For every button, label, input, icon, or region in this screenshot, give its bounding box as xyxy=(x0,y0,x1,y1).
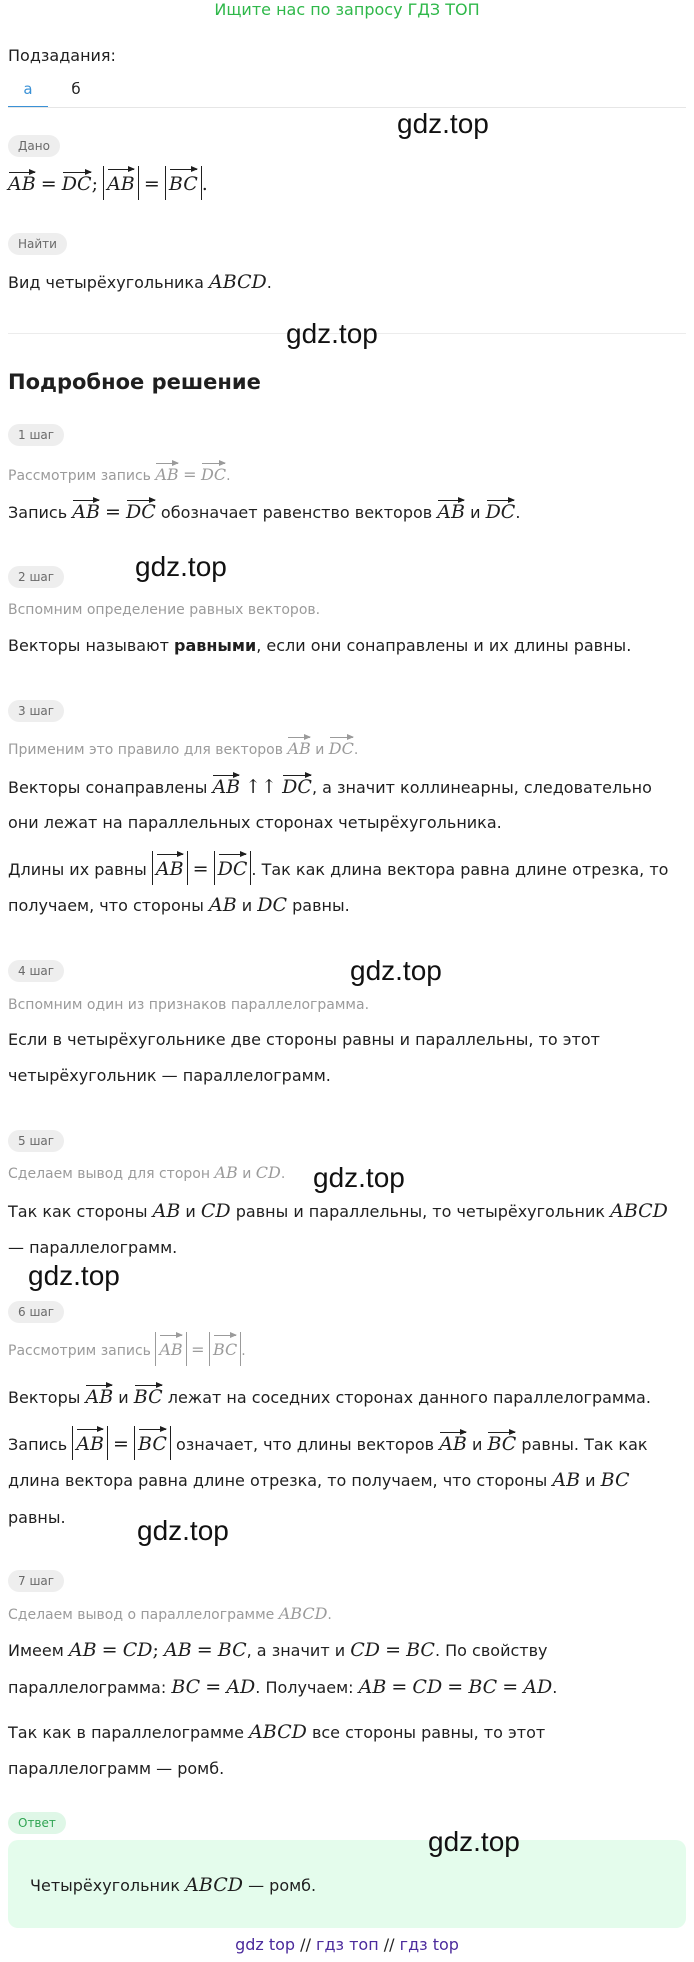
step-3-text-4: получаем, что стороны AB и DC равны. xyxy=(8,894,350,916)
footer-links xyxy=(0,1935,694,1954)
footer-link-3[interactable]: гдз top xyxy=(399,1935,459,1954)
step-7-text-2: параллелограмма: BC = AD. Получаем: AB = CD = BC = AD. xyxy=(8,1676,558,1698)
tab-b[interactable]: б xyxy=(71,80,81,98)
vector-dc: DC xyxy=(62,169,92,196)
step-3-text-2: они лежат на параллельных сторонах четырёхугольника. xyxy=(8,813,502,832)
watermark: gdz.top xyxy=(28,1260,120,1291)
abs-vector-ab: AB xyxy=(103,166,139,200)
step-6-text-2: Запись AB = BC означает, что длины векторов AB и BC равны. Так как xyxy=(8,1426,648,1460)
given-pill: Дано xyxy=(8,135,60,157)
step-6-text-3: длина вектора равна длине отрезка, то получаем, что стороны AB и BC xyxy=(8,1469,630,1491)
step-7-pill: 7 шаг xyxy=(8,1570,64,1592)
answer-text: Четырёхугольник ABCD — ромб. xyxy=(30,1874,317,1896)
tabs-divider xyxy=(8,107,686,108)
step-4-text-1: Если в четырёхугольнике две стороны равны и параллельны, то этот xyxy=(8,1030,600,1049)
step-1-hint: Рассмотрим запись AB = DC. xyxy=(8,460,231,488)
step-5-pill: 5 шаг xyxy=(8,1130,64,1152)
step-6-hint: Рассмотрим запись AB = BC . xyxy=(8,1332,246,1366)
step-4-pill: 4 шаг xyxy=(8,960,64,982)
step-6-pill: 6 шаг xyxy=(8,1301,64,1323)
step-5-hint: Сделаем вывод для сторон AB и CD. xyxy=(8,1163,286,1182)
footer-separator: // xyxy=(300,1935,311,1954)
step-7-text-1: Имеем AB = CD; AB = BC, а значит и CD = BC. По свойству xyxy=(8,1639,548,1661)
footer-separator: // xyxy=(383,1935,395,1954)
subtasks-label: Подзадания: xyxy=(8,46,116,65)
watermark: gdz.top xyxy=(137,1515,229,1546)
step-3-pill: 3 шаг xyxy=(8,700,64,722)
step-7-text-4: параллелограмм — ромб. xyxy=(8,1759,225,1778)
step-6-text-1: Векторы AB и BC лежат на соседних сторонах данного параллелограмма. xyxy=(8,1382,651,1410)
watermark: gdz.top xyxy=(350,955,442,986)
step-7-text-3: Так как в параллелограмме ABCD все стороны равны, то этот xyxy=(8,1721,546,1743)
step-2-text: Векторы называют равными, если они сонаправлены и их длины равны. xyxy=(8,636,632,655)
step-1-text: Запись AB = DC обозначает равенство векторов AB и DC. xyxy=(8,497,520,525)
abs-vector-bc: BC xyxy=(165,166,202,200)
solution-heading: Подробное решение xyxy=(8,370,261,394)
step-7-hint: Сделаем вывод о параллелограмме ABCD. xyxy=(8,1604,332,1623)
footer-link-2[interactable]: гдз топ xyxy=(316,1935,379,1954)
step-2-pill: 2 шаг xyxy=(8,566,64,588)
step-2-hint: Вспомним определение равных векторов. xyxy=(8,602,321,618)
step-3-text-1: Векторы сонаправлены AB ↑↑ DC, а значит коллинеарны, следовательно xyxy=(8,772,652,800)
tab-a[interactable]: а xyxy=(23,80,33,98)
step-3-hint: Применим это правило для векторов AB и DC. xyxy=(8,734,358,762)
step-5-text-2: — параллелограмм. xyxy=(8,1238,178,1257)
step-6-text-4: равны. xyxy=(8,1508,66,1527)
watermark: gdz.top xyxy=(428,1826,520,1857)
watermark: gdz.top xyxy=(313,1162,405,1193)
step-1-pill: 1 шаг xyxy=(8,424,64,446)
step-5-text-1: Так как стороны AB и CD равны и параллельны, то четырёхугольник ABCD xyxy=(8,1200,668,1222)
answer-pill: Ответ xyxy=(8,1812,66,1834)
footer-link-1[interactable]: gdz top xyxy=(235,1935,296,1954)
watermark: gdz.top xyxy=(135,551,227,582)
find-pill: Найти xyxy=(8,233,67,255)
vector-ab: AB xyxy=(8,169,36,196)
find-text: Вид четырёхугольника ABCD. xyxy=(8,271,272,293)
step-4-hint: Вспомним один из признаков параллелограмма. xyxy=(8,997,370,1013)
step-3-text-3: Длины их равны AB = DC . Так как длина вектора равна длине отрезка, то xyxy=(8,851,668,885)
step-4-text-2: четырёхугольник — параллелограмм. xyxy=(8,1066,331,1085)
search-hint-link[interactable]: Ищите нас по запросу ГДЗ ТОП xyxy=(214,0,480,19)
given-text: AB = DC; AB = BC . xyxy=(8,166,208,200)
watermark: gdz.top xyxy=(397,108,489,139)
watermark: gdz.top xyxy=(286,318,378,349)
